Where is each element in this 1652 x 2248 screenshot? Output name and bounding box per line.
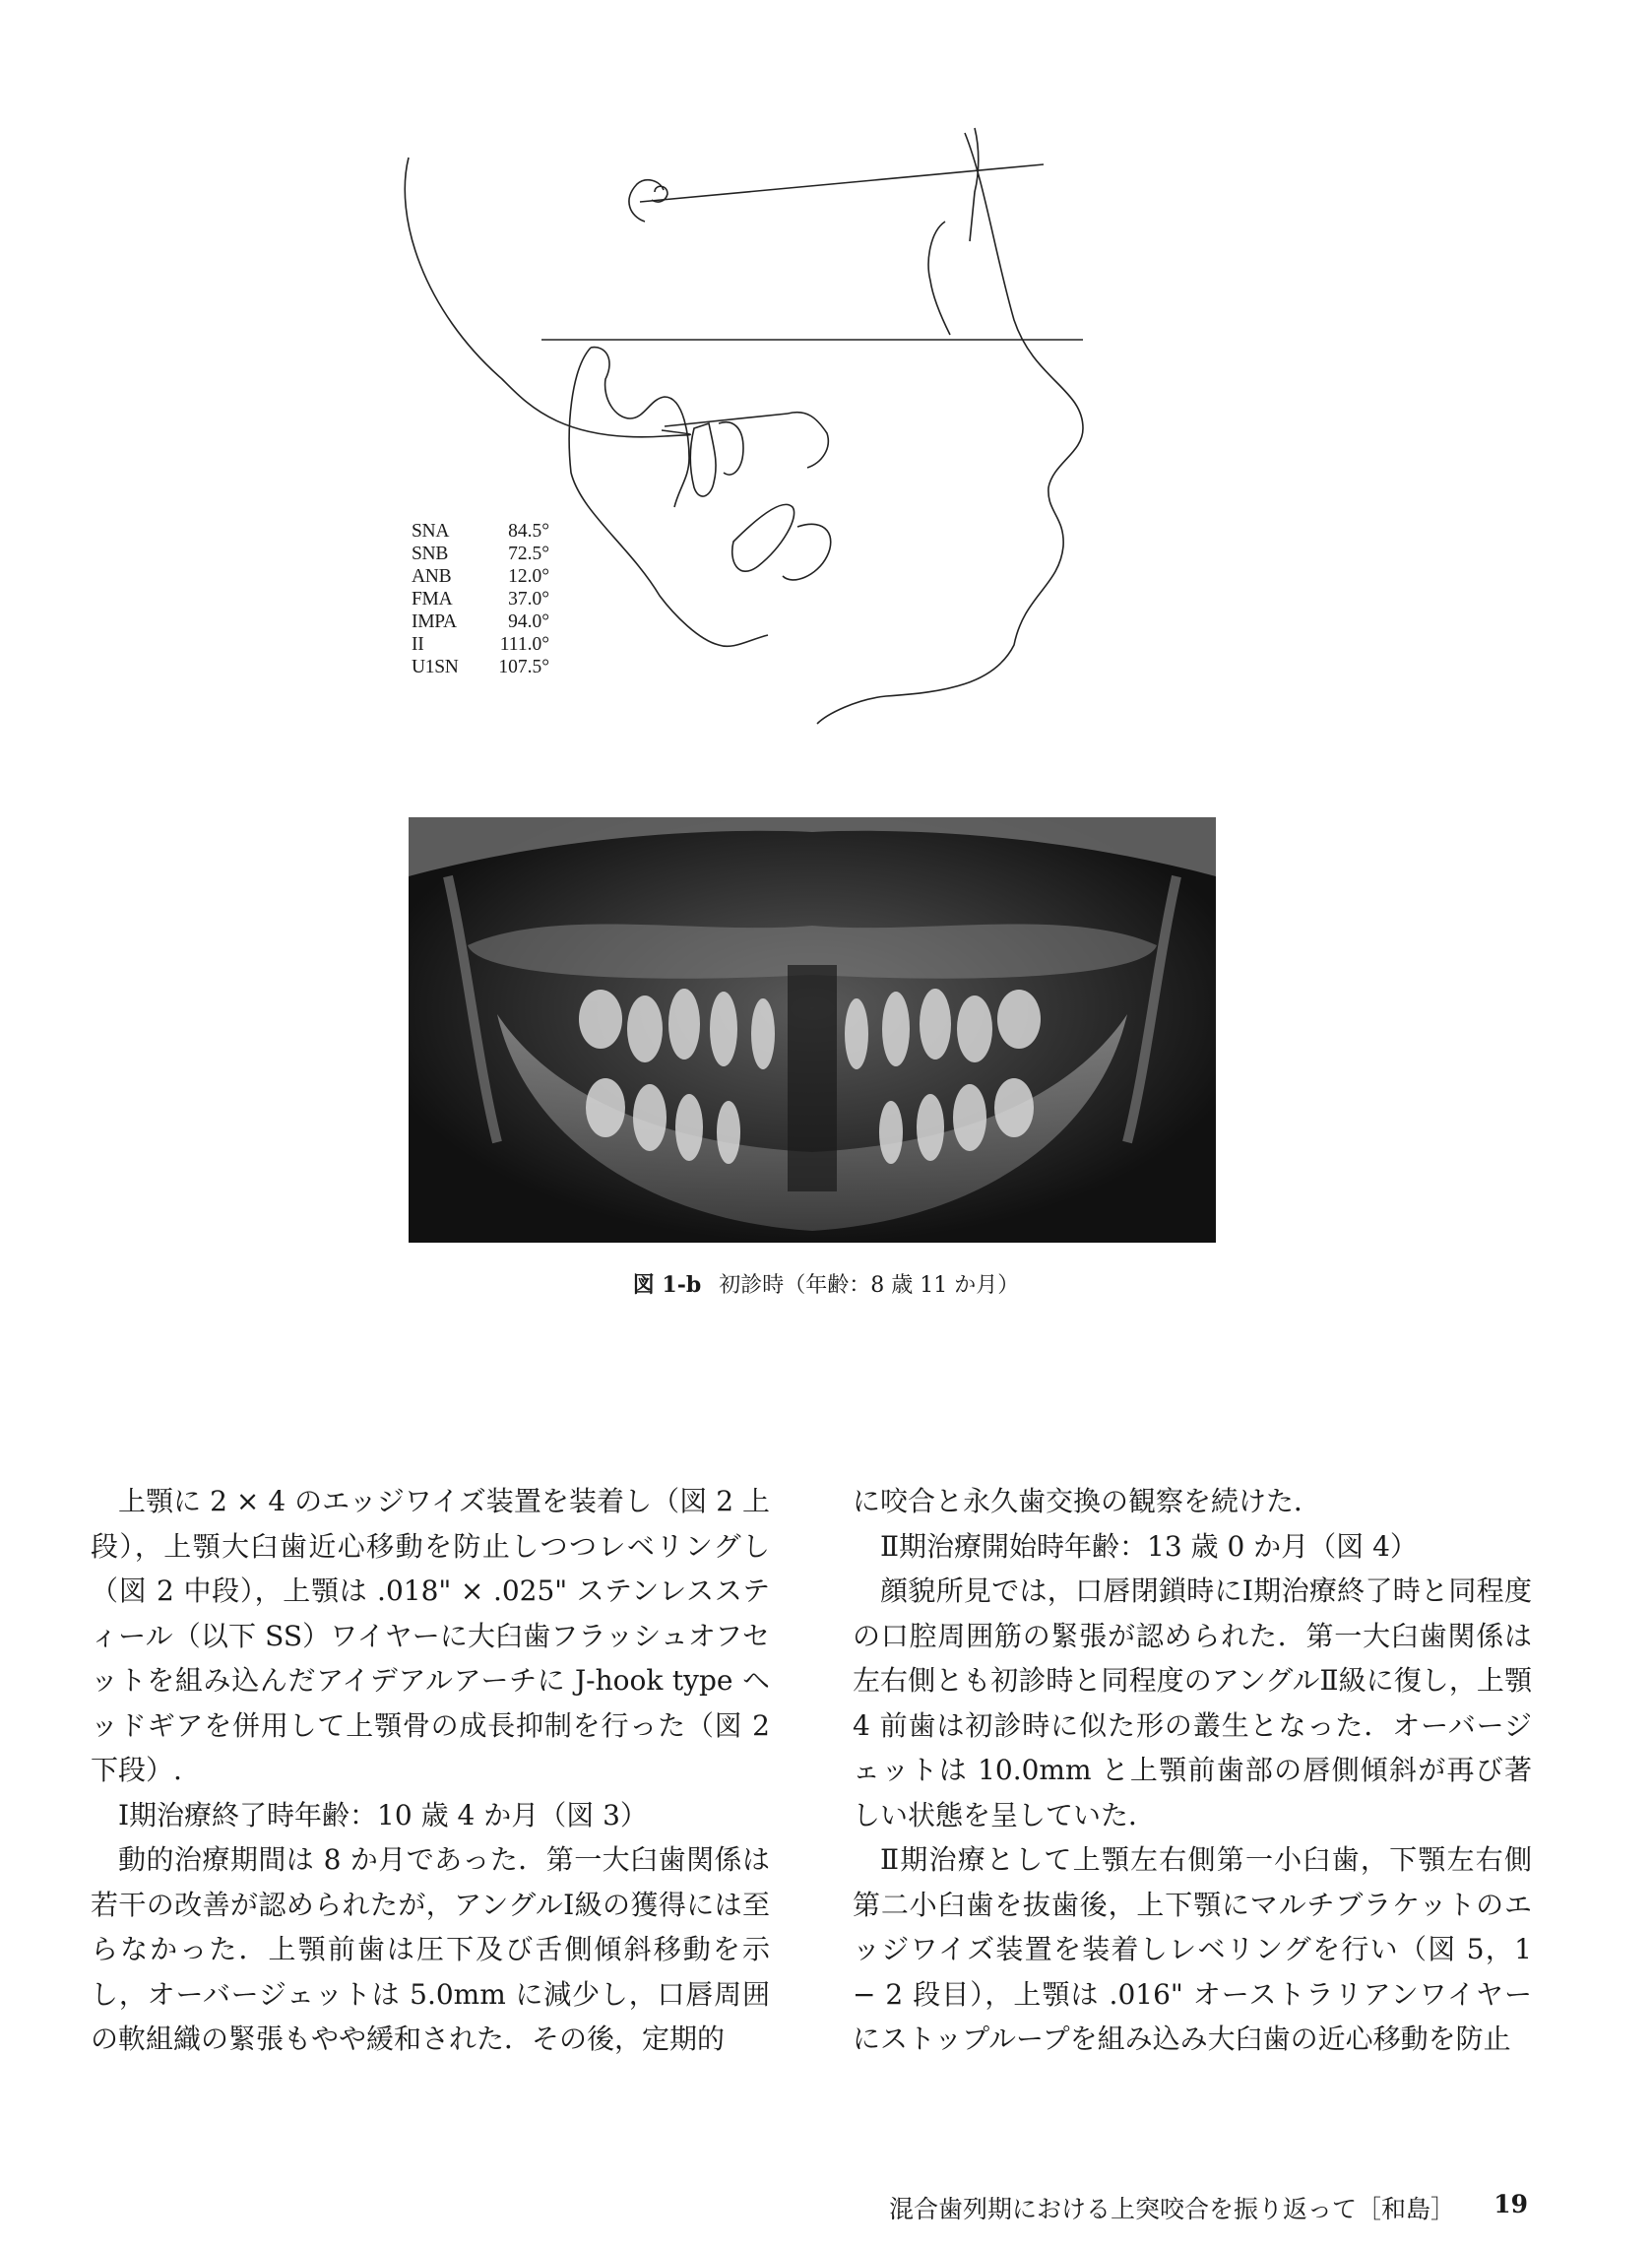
body-paragraph: Ⅱ期治療として上顎左右側第一小臼歯，下顎左右側第二小臼歯を抜歯後，上下顎にマルチブラケットのエッジワイズ装置を装着しレベリングを行い（図 5，1 − 2 段目），上顎は .016" オーストラリアンワイヤーにストップループを組み込み大臼歯の近心移動を防止 [853,1843,1532,2055]
body-column-left [91,1479,770,2062]
measurement-row [412,633,549,656]
sn-line [640,164,1044,202]
measurement-row [412,520,549,543]
page-number: 19 [1493,2190,1528,2218]
measurement-label: IMPA [412,611,457,632]
lower-lip [783,524,831,580]
measurement-row [412,565,549,588]
mandible-outline [569,348,768,647]
measurement-value: 84.5° [508,521,549,542]
nasal-bone [970,128,979,241]
measurement-value: 72.5° [508,544,549,564]
measurement-row [412,656,549,678]
measurement-value: 111.0° [499,634,549,655]
measurement-label: FMA [412,589,453,610]
panoramic-xray-image [409,817,1216,1243]
lower-incisor [732,504,794,571]
maxilla-outline [788,413,828,468]
soft-tissue-profile [817,133,1083,724]
cephalometric-measurements [412,520,549,678]
measurement-value: 12.0° [508,566,549,587]
measurement-label: ANB [412,566,452,587]
measurement-value: 94.0° [508,611,549,632]
body-paragraph: Ⅰ期治療終了時年齢：10 歳 4 か月（図 3） [118,1798,648,1831]
body-paragraph: 動的治療期間は 8 か月であった．第一大臼歯関係は若干の改善が認められたが，アングルⅠ級の獲得には至らなかった．上顎前歯は圧下及び舌側傾斜移動を示し，オーバージェットは 5.0mm に減少し，口唇周囲の軟組織の緊張もやや緩和された．その後，定期的 [91,1843,770,2055]
body-paragraph: 顔貌所見では，口唇閉鎖時にⅠ期治療終了時と同程度の口腔周囲筋の緊張が認められた．第一大臼歯関係は左右側とも初診時と同程度のアングルⅡ級に復し，上顎 4 前歯は初診時に似た形の叢生となった．オーバージェットは 10.0mm と上顎前歯部の唇側傾斜が再び著しい状態を呈していた． [853,1574,1532,1831]
measurement-row [412,543,549,565]
figure-caption-text: 初診時（年齢：8 歳 11 か月） [719,1273,1020,1298]
upper-incisor [690,422,743,496]
figure-caption [0,1268,1652,1299]
body-paragraph: Ⅱ期治療開始時年齢：13 歳 0 か月（図 4） [880,1529,1418,1563]
body-column-right [853,1479,1532,2062]
cranium-outline [405,158,690,437]
running-title: 混合歯列期における上突咬合を振り返って［和島］ [888,2195,1455,2223]
measurement-value: 37.0° [508,589,549,610]
measurement-value: 107.5° [498,657,549,677]
measurement-label: SNB [412,544,449,564]
body-paragraph: 上顎に 2 × 4 のエッジワイズ装置を装着し（図 2 上段），上顎大臼歯近心移動を防止しつつレベリングし（図 2 中段），上顎は .018" × .025" ステンレススティール（以下 SS）ワイヤーに大臼歯フラッシュオフセットを組み込んだアイデアルアーチに J-hook type ヘッドギアを併用して上顎骨の成長抑制を行った（図 2 下段）. [91,1485,770,1786]
measurement-row [412,610,549,633]
figure-number: 図 1-b [632,1272,702,1298]
orbit-outline [928,222,950,335]
measurement-label: U1SN [412,657,459,677]
measurement-label: II [412,634,424,655]
measurement-label: SNA [412,521,450,542]
measurement-row [412,588,549,610]
body-paragraph: に咬合と永久歯交換の観察を続けた． [853,1485,1322,1517]
